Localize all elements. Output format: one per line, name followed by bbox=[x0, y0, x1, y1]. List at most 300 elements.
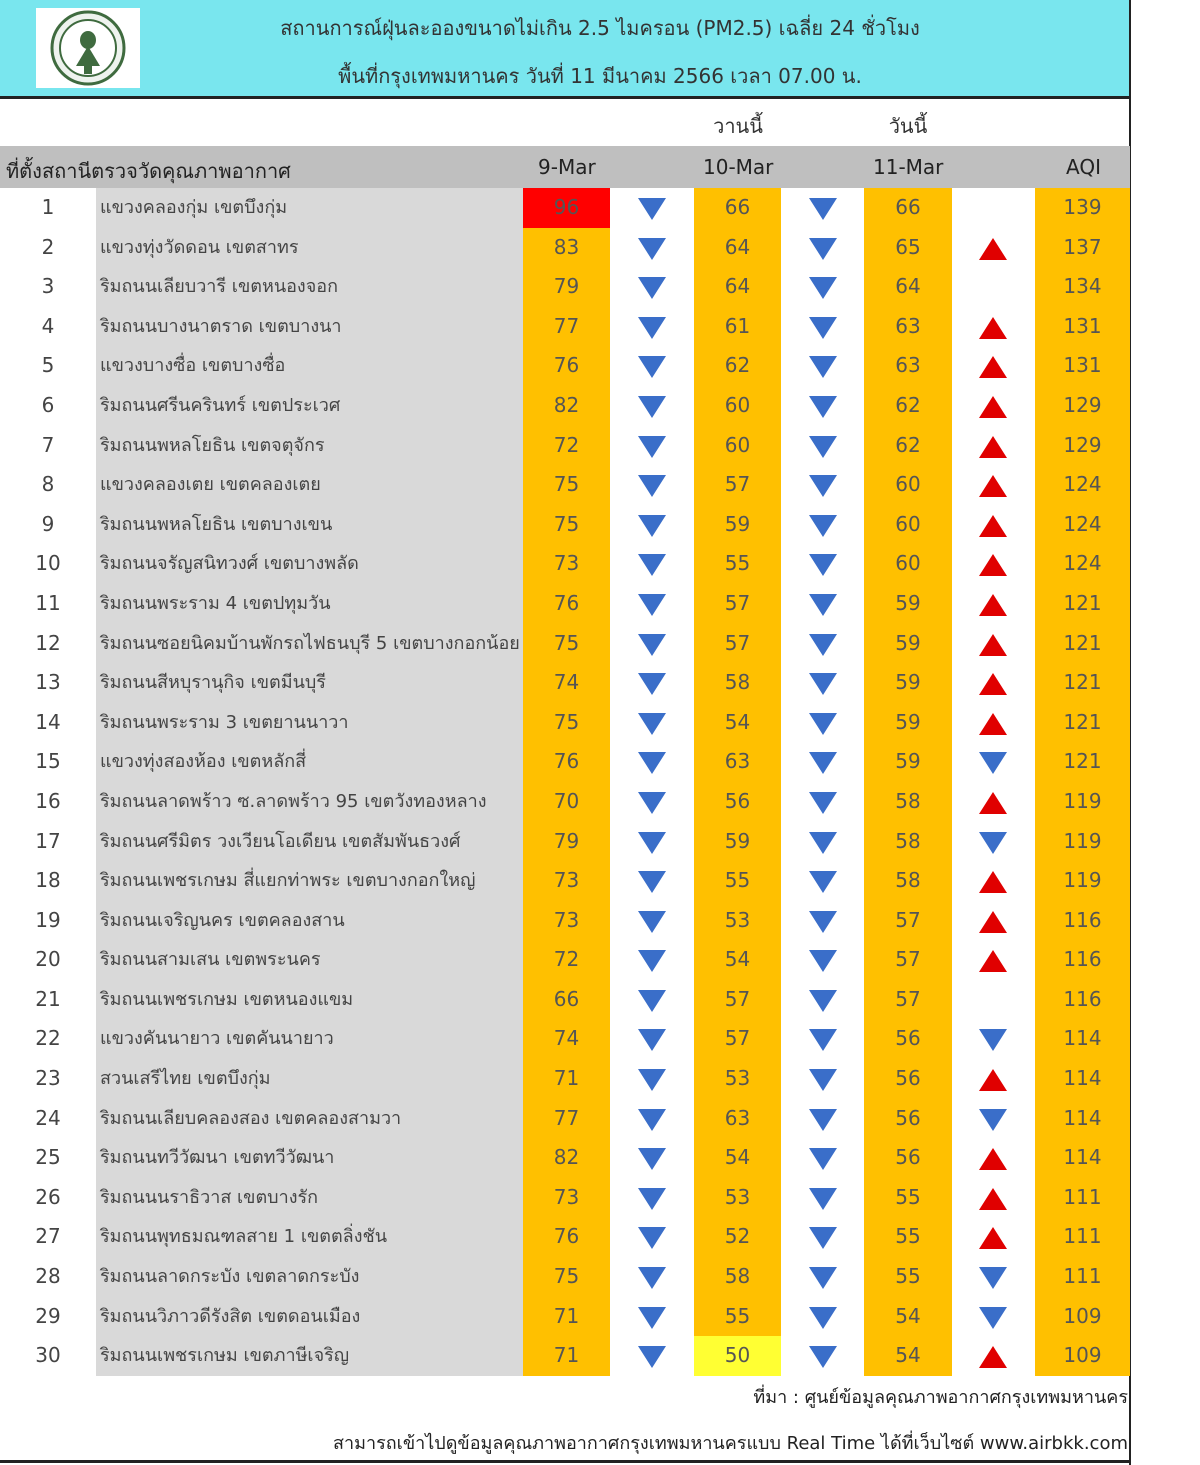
trend-down-icon bbox=[809, 832, 837, 854]
aqi-value: 116 bbox=[1035, 940, 1130, 980]
table-row bbox=[0, 1257, 1130, 1297]
station-number: 10 bbox=[35, 551, 61, 576]
pm25-9mar: 73 bbox=[523, 1178, 610, 1218]
column-header-9mar: 9-Mar bbox=[538, 155, 596, 179]
trend-down-icon bbox=[638, 990, 666, 1012]
trend-down-icon bbox=[979, 1029, 1007, 1051]
station-name: แขวงคันนายาว เขตคันนายาว bbox=[96, 1019, 523, 1059]
pm25-10mar: 50 bbox=[694, 1336, 781, 1376]
station-number: 27 bbox=[35, 1224, 61, 1249]
trend-down-icon bbox=[809, 515, 837, 537]
pm25-9mar: 76 bbox=[523, 584, 610, 624]
aqi-value: 134 bbox=[1035, 267, 1130, 307]
pm25-11mar: 60 bbox=[864, 544, 952, 584]
pm25-11mar: 58 bbox=[864, 782, 952, 822]
station-name: ริมถนนเลียบคลองสอง เขตคลองสามวา bbox=[96, 1099, 523, 1139]
pm25-9mar: 77 bbox=[523, 1099, 610, 1139]
column-header-row bbox=[0, 146, 1130, 188]
pm25-9mar: 77 bbox=[523, 307, 610, 347]
table-row bbox=[0, 1217, 1130, 1257]
column-header-11mar: 11-Mar bbox=[873, 155, 944, 179]
station-number: 26 bbox=[35, 1184, 61, 1209]
trend-down-icon bbox=[809, 871, 837, 893]
station-number: 16 bbox=[35, 788, 61, 813]
table-row bbox=[0, 901, 1130, 941]
trend-down-icon bbox=[809, 317, 837, 339]
station-name: ริมถนนศรีนครินทร์ เขตประเวศ bbox=[96, 386, 523, 426]
table-row bbox=[0, 980, 1130, 1020]
trend-down-icon bbox=[809, 1188, 837, 1210]
table-row bbox=[0, 426, 1130, 466]
table-row bbox=[0, 1019, 1130, 1059]
aqi-value: 124 bbox=[1035, 505, 1130, 545]
table-row bbox=[0, 1099, 1130, 1139]
source-note: ที่มา : ศูนย์ข้อมูลคุณภาพอากาศกรุงเทพมหานคร bbox=[753, 1387, 1128, 1408]
table-row bbox=[0, 703, 1130, 743]
table-row bbox=[0, 267, 1130, 307]
station-number: 24 bbox=[35, 1105, 61, 1130]
trend-up-icon bbox=[979, 634, 1007, 656]
aqi-value: 121 bbox=[1035, 663, 1130, 703]
trend-down-icon bbox=[809, 1227, 837, 1249]
station-number: 12 bbox=[35, 630, 61, 655]
trend-down-icon bbox=[809, 277, 837, 299]
pm25-11mar: 63 bbox=[864, 307, 952, 347]
table-row bbox=[0, 1297, 1130, 1337]
pm25-9mar: 73 bbox=[523, 861, 610, 901]
table-row bbox=[0, 228, 1130, 268]
trend-down-icon bbox=[638, 911, 666, 933]
station-name: แขวงคลองเตย เขตคลองเตย bbox=[96, 465, 523, 505]
table-row bbox=[0, 1336, 1130, 1376]
trend-up-icon bbox=[979, 396, 1007, 418]
pm25-9mar: 71 bbox=[523, 1297, 610, 1337]
bma-logo bbox=[36, 8, 140, 88]
trend-down-icon bbox=[809, 1346, 837, 1368]
pm25-11mar: 60 bbox=[864, 505, 952, 545]
trend-down-icon bbox=[979, 1109, 1007, 1131]
pm25-10mar: 54 bbox=[694, 703, 781, 743]
pm25-10mar: 54 bbox=[694, 940, 781, 980]
table-row bbox=[0, 584, 1130, 624]
trend-down-icon bbox=[638, 475, 666, 497]
pm25-9mar: 96 bbox=[523, 188, 610, 228]
station-number: 2 bbox=[41, 234, 55, 259]
pm25-11mar: 57 bbox=[864, 940, 952, 980]
aqi-value: 137 bbox=[1035, 228, 1130, 268]
pm25-11mar: 64 bbox=[864, 267, 952, 307]
report-title: สถานการณ์ฝุ่นละอองขนาดไม่เกิน 2.5 ไมครอน (PM2.5) เฉลี่ย 24 ชั่วโมง bbox=[280, 16, 920, 40]
pm25-10mar: 57 bbox=[694, 624, 781, 664]
pm25-9mar: 82 bbox=[523, 386, 610, 426]
trend-down-icon bbox=[638, 713, 666, 735]
report-header bbox=[0, 0, 1130, 99]
station-name: ริมถนนทวีวัฒนา เขตทวีวัฒนา bbox=[96, 1138, 523, 1178]
table-row bbox=[0, 544, 1130, 584]
trend-up-icon bbox=[979, 1069, 1007, 1091]
table-row bbox=[0, 1178, 1130, 1218]
trend-up-icon bbox=[979, 594, 1007, 616]
pm25-11mar: 59 bbox=[864, 742, 952, 782]
pm25-9mar: 70 bbox=[523, 782, 610, 822]
trend-up-icon bbox=[979, 317, 1007, 339]
trend-down-icon bbox=[638, 1307, 666, 1329]
station-table bbox=[0, 188, 1130, 1376]
trend-down-icon bbox=[638, 436, 666, 458]
station-name: ริมถนนพระราม 3 เขตยานนาวา bbox=[96, 703, 523, 743]
pm25-10mar: 63 bbox=[694, 1099, 781, 1139]
pm25-11mar: 59 bbox=[864, 584, 952, 624]
station-number: 28 bbox=[35, 1264, 61, 1289]
pm25-10mar: 57 bbox=[694, 1019, 781, 1059]
trend-down-icon bbox=[809, 1307, 837, 1329]
aqi-value: 124 bbox=[1035, 544, 1130, 584]
aqi-value: 124 bbox=[1035, 465, 1130, 505]
trend-up-icon bbox=[979, 911, 1007, 933]
pm25-11mar: 54 bbox=[864, 1297, 952, 1337]
station-number: 9 bbox=[41, 511, 55, 536]
trend-up-icon bbox=[979, 792, 1007, 814]
station-number: 7 bbox=[41, 432, 55, 457]
column-header-aqi: AQI bbox=[1066, 155, 1101, 179]
trend-down-icon bbox=[638, 1109, 666, 1131]
table-row bbox=[0, 465, 1130, 505]
trend-down-icon bbox=[638, 832, 666, 854]
aqi-value: 121 bbox=[1035, 742, 1130, 782]
station-name: ริมถนนพหลโยธิน เขตบางเขน bbox=[96, 505, 523, 545]
trend-up-icon bbox=[979, 554, 1007, 576]
station-name: สวนเสรีไทย เขตบึงกุ่ม bbox=[96, 1059, 523, 1099]
trend-down-icon bbox=[638, 594, 666, 616]
pm25-9mar: 74 bbox=[523, 1019, 610, 1059]
trend-down-icon bbox=[809, 634, 837, 656]
pm25-9mar: 75 bbox=[523, 624, 610, 664]
trend-down-icon bbox=[809, 752, 837, 774]
aqi-value: 109 bbox=[1035, 1336, 1130, 1376]
table-row bbox=[0, 822, 1130, 862]
pm25-10mar: 66 bbox=[694, 188, 781, 228]
table-row bbox=[0, 663, 1130, 703]
trend-down-icon bbox=[809, 792, 837, 814]
pm25-10mar: 62 bbox=[694, 346, 781, 386]
aqi-value: 121 bbox=[1035, 703, 1130, 743]
pm25-11mar: 56 bbox=[864, 1138, 952, 1178]
trend-down-icon bbox=[809, 594, 837, 616]
aqi-value: 116 bbox=[1035, 901, 1130, 941]
station-name: ริมถนนซอยนิคมบ้านพักรถไฟธนบุรี 5 เขตบางกอกน้อย bbox=[96, 624, 523, 664]
pm25-9mar: 79 bbox=[523, 267, 610, 307]
pm25-11mar: 56 bbox=[864, 1059, 952, 1099]
trend-down-icon bbox=[638, 554, 666, 576]
bma-seal-icon bbox=[47, 10, 129, 86]
pm25-10mar: 59 bbox=[694, 505, 781, 545]
table-row bbox=[0, 742, 1130, 782]
pm25-9mar: 82 bbox=[523, 1138, 610, 1178]
station-name: ริมถนนนราธิวาส เขตบางรัก bbox=[96, 1178, 523, 1218]
trend-up-icon bbox=[979, 950, 1007, 972]
pm25-9mar: 73 bbox=[523, 544, 610, 584]
pm25-11mar: 62 bbox=[864, 426, 952, 466]
trend-down-icon bbox=[809, 238, 837, 260]
station-number: 4 bbox=[41, 313, 55, 338]
table-row bbox=[0, 940, 1130, 980]
trend-up-icon bbox=[979, 1148, 1007, 1170]
pm25-9mar: 71 bbox=[523, 1059, 610, 1099]
trend-down-icon bbox=[638, 752, 666, 774]
trend-down-icon bbox=[638, 634, 666, 656]
pm25-10mar: 52 bbox=[694, 1217, 781, 1257]
station-number: 22 bbox=[35, 1026, 61, 1051]
aqi-value: 114 bbox=[1035, 1138, 1130, 1178]
aqi-value: 121 bbox=[1035, 624, 1130, 664]
aqi-value: 109 bbox=[1035, 1297, 1130, 1337]
pm25-11mar: 56 bbox=[864, 1099, 952, 1139]
station-name: ริมถนนเพชรเกษม สี่แยกท่าพระ เขตบางกอกใหญ่ bbox=[96, 861, 523, 901]
pm25-11mar: 54 bbox=[864, 1336, 952, 1376]
table-row bbox=[0, 861, 1130, 901]
pm25-10mar: 53 bbox=[694, 901, 781, 941]
station-name: ริมถนนพุทธมณฑลสาย 1 เขตตลิ่งชัน bbox=[96, 1217, 523, 1257]
trend-down-icon bbox=[638, 198, 666, 220]
trend-down-icon bbox=[809, 1148, 837, 1170]
pm25-10mar: 56 bbox=[694, 782, 781, 822]
trend-down-icon bbox=[809, 713, 837, 735]
pm25-10mar: 53 bbox=[694, 1059, 781, 1099]
pm25-9mar: 74 bbox=[523, 663, 610, 703]
aqi-value: 119 bbox=[1035, 861, 1130, 901]
column-header-location: ที่ตั้งสถานีตรวจวัดคุณภาพอากาศ bbox=[6, 159, 291, 183]
aqi-value: 119 bbox=[1035, 782, 1130, 822]
pm25-9mar: 76 bbox=[523, 1217, 610, 1257]
station-name: ริมถนนสีหบุรานุกิจ เขตมีนบุรี bbox=[96, 663, 523, 703]
trend-down-icon bbox=[638, 277, 666, 299]
pm25-10mar: 57 bbox=[694, 584, 781, 624]
website-note: สามารถเข้าไปดูข้อมูลคุณภาพอากาศกรุงเทพมหานครแบบ Real Time ได้ที่เว็บไซต์ www.airbkk.com bbox=[333, 1433, 1128, 1454]
pm25-10mar: 54 bbox=[694, 1138, 781, 1178]
table-row bbox=[0, 1059, 1130, 1099]
aqi-value: 114 bbox=[1035, 1019, 1130, 1059]
station-name: ริมถนนเลียบวารี เขตหนองจอก bbox=[96, 267, 523, 307]
station-number: 8 bbox=[41, 472, 55, 497]
aqi-value: 129 bbox=[1035, 386, 1130, 426]
trend-down-icon bbox=[809, 356, 837, 378]
station-number: 17 bbox=[35, 828, 61, 853]
pm25-10mar: 60 bbox=[694, 386, 781, 426]
aqi-value: 119 bbox=[1035, 822, 1130, 862]
station-number: 14 bbox=[35, 709, 61, 734]
station-name: แขวงบางซื่อ เขตบางซื่อ bbox=[96, 346, 523, 386]
pm25-9mar: 72 bbox=[523, 426, 610, 466]
yesterday-label: วานนี้ bbox=[713, 114, 763, 138]
trend-up-icon bbox=[979, 713, 1007, 735]
aqi-value: 121 bbox=[1035, 584, 1130, 624]
pm25-10mar: 58 bbox=[694, 1257, 781, 1297]
pm25-10mar: 64 bbox=[694, 228, 781, 268]
station-number: 3 bbox=[41, 274, 55, 299]
station-number: 20 bbox=[35, 947, 61, 972]
station-name: แขวงทุ่งสองห้อง เขตหลักสี่ bbox=[96, 742, 523, 782]
trend-down-icon bbox=[638, 1069, 666, 1091]
trend-down-icon bbox=[809, 396, 837, 418]
station-name: ริมถนนเจริญนคร เขตคลองสาน bbox=[96, 901, 523, 941]
station-name: ริมถนนบางนาตราด เขตบางนา bbox=[96, 307, 523, 347]
trend-down-icon bbox=[809, 1267, 837, 1289]
trend-down-icon bbox=[809, 1109, 837, 1131]
pm25-10mar: 58 bbox=[694, 663, 781, 703]
pm25-10mar: 57 bbox=[694, 980, 781, 1020]
station-name: ริมถนนลาดพร้าว ซ.ลาดพร้าว 95 เขตวังทองหลาง bbox=[96, 782, 523, 822]
table-row bbox=[0, 307, 1130, 347]
station-number: 19 bbox=[35, 907, 61, 932]
trend-down-icon bbox=[809, 911, 837, 933]
trend-down-icon bbox=[638, 1148, 666, 1170]
table-row bbox=[0, 782, 1130, 822]
pm25-11mar: 65 bbox=[864, 228, 952, 268]
station-name: ริมถนนลาดกระบัง เขตลาดกระบัง bbox=[96, 1257, 523, 1297]
trend-down-icon bbox=[979, 832, 1007, 854]
trend-down-icon bbox=[809, 673, 837, 695]
station-number: 11 bbox=[35, 590, 61, 615]
pm25-10mar: 53 bbox=[694, 1178, 781, 1218]
station-name: ริมถนนจรัญสนิทวงศ์ เขตบางพลัด bbox=[96, 544, 523, 584]
trend-down-icon bbox=[809, 554, 837, 576]
station-name: ริมถนนสามเสน เขตพระนคร bbox=[96, 940, 523, 980]
trend-down-icon bbox=[638, 356, 666, 378]
trend-down-icon bbox=[638, 317, 666, 339]
column-header-10mar: 10-Mar bbox=[703, 155, 774, 179]
station-number: 15 bbox=[35, 749, 61, 774]
pm25-10mar: 55 bbox=[694, 544, 781, 584]
trend-down-icon bbox=[638, 1029, 666, 1051]
station-number: 29 bbox=[35, 1303, 61, 1328]
trend-up-icon bbox=[979, 1346, 1007, 1368]
pm25-11mar: 59 bbox=[864, 663, 952, 703]
trend-down-icon bbox=[809, 950, 837, 972]
pm25-9mar: 75 bbox=[523, 465, 610, 505]
pm25-11mar: 59 bbox=[864, 703, 952, 743]
trend-down-icon bbox=[809, 1029, 837, 1051]
station-number: 25 bbox=[35, 1145, 61, 1170]
trend-down-icon bbox=[638, 1188, 666, 1210]
station-number: 1 bbox=[41, 195, 55, 219]
pm25-11mar: 55 bbox=[864, 1257, 952, 1297]
table-row bbox=[0, 386, 1130, 426]
pm25-10mar: 61 bbox=[694, 307, 781, 347]
trend-up-icon bbox=[979, 673, 1007, 695]
pm25-11mar: 55 bbox=[864, 1178, 952, 1218]
pm25-10mar: 60 bbox=[694, 426, 781, 466]
table-row bbox=[0, 505, 1130, 545]
trend-down-icon bbox=[979, 1267, 1007, 1289]
today-label: วันนี้ bbox=[888, 114, 928, 138]
trend-up-icon bbox=[979, 515, 1007, 537]
trend-down-icon bbox=[638, 950, 666, 972]
trend-up-icon bbox=[979, 1227, 1007, 1249]
pm25-11mar: 66 bbox=[864, 188, 952, 228]
station-name: ริมถนนพระราม 4 เขตปทุมวัน bbox=[96, 584, 523, 624]
station-number: 6 bbox=[41, 392, 55, 417]
pm25-9mar: 66 bbox=[523, 980, 610, 1020]
pm25-9mar: 76 bbox=[523, 346, 610, 386]
pm25-9mar: 75 bbox=[523, 703, 610, 743]
station-name: ริมถนนเพชรเกษม เขตหนองแขม bbox=[96, 980, 523, 1020]
aqi-value: 131 bbox=[1035, 346, 1130, 386]
pm25-9mar: 75 bbox=[523, 1257, 610, 1297]
station-number: 13 bbox=[35, 670, 61, 695]
aqi-value: 116 bbox=[1035, 980, 1130, 1020]
station-name: ริมถนนพหลโยธิน เขตจตุจักร bbox=[96, 426, 523, 466]
pm25-10mar: 55 bbox=[694, 1297, 781, 1337]
trend-down-icon bbox=[638, 673, 666, 695]
trend-down-icon bbox=[638, 871, 666, 893]
aqi-value: 114 bbox=[1035, 1059, 1130, 1099]
trend-down-icon bbox=[979, 752, 1007, 774]
station-number: 30 bbox=[35, 1343, 61, 1368]
pm25-10mar: 57 bbox=[694, 465, 781, 505]
pm25-11mar: 58 bbox=[864, 861, 952, 901]
station-name: แขวงคลองกุ่ม เขตบึงกุ่ม bbox=[96, 188, 523, 228]
pm25-11mar: 63 bbox=[864, 346, 952, 386]
trend-down-icon bbox=[809, 990, 837, 1012]
pm25-11mar: 55 bbox=[864, 1217, 952, 1257]
station-number: 18 bbox=[35, 868, 61, 893]
table-row bbox=[0, 1138, 1130, 1178]
trend-down-icon bbox=[638, 396, 666, 418]
trend-down-icon bbox=[809, 475, 837, 497]
trend-down-icon bbox=[638, 1227, 666, 1249]
aqi-value: 114 bbox=[1035, 1099, 1130, 1139]
pm25-10mar: 63 bbox=[694, 742, 781, 782]
trend-up-icon bbox=[979, 871, 1007, 893]
trend-down-icon bbox=[809, 436, 837, 458]
pm25-11mar: 57 bbox=[864, 980, 952, 1020]
pm25-9mar: 72 bbox=[523, 940, 610, 980]
report-subtitle: พื้นที่กรุงเทพมหานคร วันที่ 11 มีนาคม 2566 เวลา 07.00 น. bbox=[338, 64, 862, 88]
trend-down-icon bbox=[638, 1346, 666, 1368]
trend-down-icon bbox=[638, 1267, 666, 1289]
station-name: ริมถนนศรีมิตร วงเวียนโอเดียน เขตสัมพันธวงศ์ bbox=[96, 822, 523, 862]
trend-up-icon bbox=[979, 436, 1007, 458]
aqi-value: 111 bbox=[1035, 1257, 1130, 1297]
pm25-11mar: 56 bbox=[864, 1019, 952, 1059]
pm25-10mar: 59 bbox=[694, 822, 781, 862]
pm25-9mar: 75 bbox=[523, 505, 610, 545]
station-name: ริมถนนเพชรเกษม เขตภาษีเจริญ bbox=[96, 1336, 523, 1376]
aqi-value: 111 bbox=[1035, 1217, 1130, 1257]
pm25-9mar: 76 bbox=[523, 742, 610, 782]
station-number: 21 bbox=[35, 986, 61, 1011]
station-name: ริมถนนวิภาวดีรังสิต เขตดอนเมือง bbox=[96, 1297, 523, 1337]
station-number: 5 bbox=[41, 353, 55, 378]
table-row bbox=[0, 346, 1130, 386]
trend-down-icon bbox=[638, 515, 666, 537]
pm25-11mar: 62 bbox=[864, 386, 952, 426]
pm25-11mar: 60 bbox=[864, 465, 952, 505]
pm25-11mar: 57 bbox=[864, 901, 952, 941]
pm25-11mar: 58 bbox=[864, 822, 952, 862]
pm25-9mar: 79 bbox=[523, 822, 610, 862]
pm25-9mar: 71 bbox=[523, 1336, 610, 1376]
trend-up-icon bbox=[979, 475, 1007, 497]
bottom-border bbox=[0, 1460, 1131, 1463]
aqi-value: 129 bbox=[1035, 426, 1130, 466]
station-name: แขวงทุ่งวัดดอน เขตสาทร bbox=[96, 228, 523, 268]
trend-down-icon bbox=[638, 238, 666, 260]
pm25-11mar: 59 bbox=[864, 624, 952, 664]
station-number: 23 bbox=[35, 1066, 61, 1091]
aqi-value: 131 bbox=[1035, 307, 1130, 347]
trend-up-icon bbox=[979, 238, 1007, 260]
